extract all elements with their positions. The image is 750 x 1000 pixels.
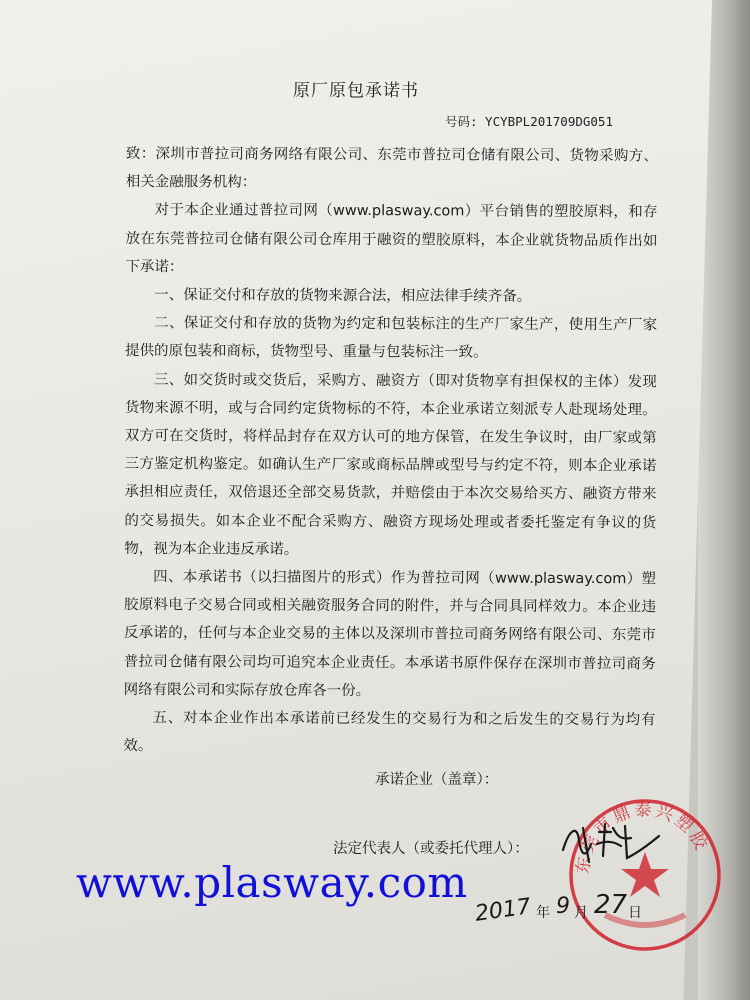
clause-5: 五、对本企业作出本承诺前已经发生的交易行为和之后发生的交易行为均有效。 [123,710,656,755]
date-day: 27 [594,890,628,920]
seal-text: 东莞市鼎泰兴塑胶 [573,800,712,875]
website-watermark: www.plasway.com [76,858,468,907]
clause-2: 二、保证交付和存放的货物为约定和包装标注的生产厂家生产，使用生产厂家提供的原包装和商标，货物型号、重量与包装标注一致。 [125,315,658,362]
date-month: 9 [556,894,570,919]
intro-paragraph: 对于本企业通过普拉司网（www.plasway.com）平台销售的塑胶原料，和存放在东莞普拉司仓储有限公司仓库用于融资的塑胶原料，本企业就货物品质作出如下承诺： [125,202,658,276]
date-year-char: 年 [536,905,550,921]
clause-3: 三、如交货时或交货后，采购方、融资方（即对货物享有担保权的主体）发现货物来源不明，或与合同约定货物标的不符，本企业承诺立刻派专人赴现场处理。双方可在交货时，将样品封存在双方认可的地方保管，在发生争议时，由厂家或第三方鉴定机构鉴定。如确认生产厂家或商标品牌或型号与约定不符，则本企业承诺承担相应责任，双倍退还全部交易货款，并赔偿由于本次交易给买方、融资方带来的交易损失。如本企业不配合采购方、融资方现场处理或者委托鉴定有争议的货物，视为本企业违反承诺。 [124,371,657,558]
company-seal-label: 承诺企业（盖章）： [375,772,499,788]
representative-label: 法定代表人（或委托代理人）： [333,841,529,857]
handwritten-signature [555,810,675,870]
date-day-char: 日 [628,905,642,921]
document-body [123,140,658,763]
addressee-paragraph: 致：深圳市普拉司商务网络有限公司、东莞市普拉司仓储有限公司、货物采购方、相关金融服务机构： [125,145,658,191]
clause-1: 一、保证交付和存放的货物来源合法，相应法律手续齐备。 [154,287,532,305]
document-title: 原厂原包承诺书 [293,81,419,101]
document-number: 号码: YCYBPL201709DG051 [445,114,613,129]
date-year: 2017 [473,894,533,927]
clause-4: 四、本承诺书（以扫描图片的形式）作为普拉司网（www.plasway.com）塑胶原料电子交易合同或相关融资服务合同的附件，并与合同具同样效力。本企业违反承诺的，任何与本企业交易的主体以及深圳市普拉司商务网络有限公司、东莞市普拉司仓储有限公司均可追究本企业责任。本承诺书原件保存在深圳市普拉司商务网络有限公司和实际存放仓库各一份。 [123,569,657,699]
signature-date [470,890,650,950]
date-month-char: 月 [574,905,588,921]
